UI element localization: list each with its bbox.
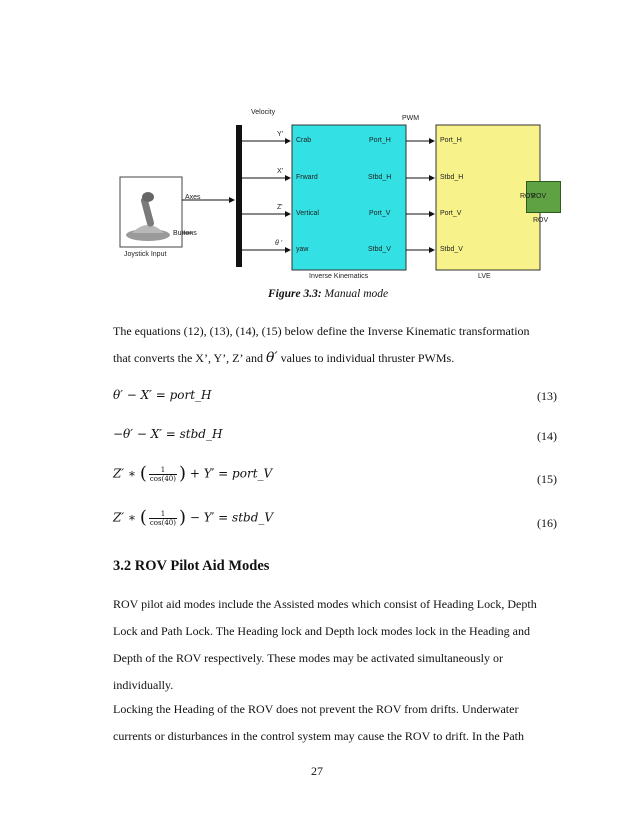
- ik-label: Inverse Kinematics: [309, 273, 369, 280]
- joystick-buttons-label: Buttons: [173, 230, 197, 237]
- paragraph-1-line: individually.: [113, 678, 174, 692]
- signal-x-label: X': [277, 168, 284, 175]
- equation-16-post: − Y′ = stbd_V: [186, 510, 274, 525]
- rov-inner-label: ROV: [531, 193, 547, 200]
- ik-input-yaw: yaw: [296, 246, 309, 253]
- joystick-axes-label: Axes: [185, 194, 201, 201]
- ik-output-port-v: Port_V: [369, 210, 391, 217]
- equation-16-fraction: [149, 510, 177, 527]
- simulink-diagram: [110, 105, 560, 290]
- paragraph-1-line: Depth of the ROV respectively. These modes may be activated simultaneously or: [113, 651, 504, 665]
- equation-16-numerator: 1: [149, 510, 177, 519]
- ik-output-port-h: Port_H: [369, 137, 391, 144]
- equation-14: −θ′ − X′ = stbd_H: [113, 427, 223, 441]
- equation-15-denominator: cos(40): [149, 474, 176, 483]
- equation-15-fraction: [149, 466, 177, 483]
- paragraph-2-line: currents or disturbances in the control system may cause the ROV to drift. In the Path: [113, 729, 525, 743]
- equation-16-number: (16): [537, 516, 557, 530]
- intro-line-2b: values to individual thruster PWMs.: [277, 351, 455, 365]
- intro-line-2a: that converts the X’, Y’, Z’ and: [113, 351, 266, 365]
- theta-symbol: θ′: [265, 350, 278, 366]
- equation-14-number: (14): [537, 429, 557, 443]
- joystick-label: Joystick Input: [124, 251, 167, 258]
- ik-input-forward: Frward: [296, 174, 318, 181]
- paragraph-2: [113, 696, 524, 750]
- signal-z-label: Z': [277, 204, 283, 211]
- equation-15-post: + Y′ = port_V: [186, 466, 273, 481]
- ik-output-stbd-v: Stbd_V: [368, 246, 391, 253]
- lve-input-port-h: Port_H: [440, 137, 462, 144]
- paragraph-1-line: Lock and Path Lock. The Heading lock and Depth lock modes lock in the Heading and: [113, 624, 530, 638]
- pwm-label: PWM: [402, 115, 420, 122]
- lve-input-port-v: Port_V: [440, 210, 462, 217]
- paragraph-1: [113, 591, 537, 699]
- velocity-label: Velocity: [251, 109, 276, 116]
- lve-input-stbd-v: Stbd_V: [440, 246, 463, 253]
- ik-output-stbd-h: Stbd_H: [368, 174, 392, 181]
- equation-16: Z′ ∗ ( $\frac{1}{\cos(40)}$ ) − Y′ = stbd_V: [113, 507, 274, 528]
- lve-output-rov: ROV: [520, 193, 536, 200]
- diagram-svg: [110, 105, 560, 290]
- page-number: 27: [311, 764, 323, 778]
- intro-line-1: The equations (12), (13), (14), (15) below define the Inverse Kinematic transformation: [113, 324, 530, 338]
- ik-input-crab: Crab: [296, 137, 312, 144]
- lve-input-stbd-h: Stbd_H: [440, 174, 464, 181]
- equation-13-number: (13): [537, 389, 557, 403]
- intro-line-2: [113, 345, 454, 372]
- paragraph-2-line: Locking the Heading of the ROV does not prevent the ROV from drifts. Underwater: [113, 702, 519, 716]
- equation-15-number: (15): [537, 472, 557, 486]
- equation-15: Z′ ∗ ( $\frac{1}{\cos(40)}$ ) + Y′ = port_V: [113, 463, 273, 484]
- section-heading: 3.2 ROV Pilot Aid Modes: [113, 558, 270, 574]
- equation-16-pre: Z′ ∗: [113, 510, 140, 525]
- signal-y-label: Y': [277, 131, 284, 138]
- signal-theta-label: θ ': [275, 240, 283, 247]
- figure-caption-text: Manual mode: [321, 288, 389, 300]
- lve-label: LVE: [478, 273, 491, 280]
- mux-bar: [236, 125, 242, 267]
- ik-input-vertical: Vertical: [296, 210, 319, 217]
- figure-caption-prefix: Figure 3.3:: [268, 288, 322, 300]
- rov-label: ROV: [533, 217, 549, 224]
- paragraph-1-line: ROV pilot aid modes include the Assisted modes which consist of Heading Lock, Depth: [113, 597, 537, 611]
- equation-16-denominator: cos(40): [149, 518, 176, 527]
- equation-13: θ′ − X′ = port_H: [113, 388, 212, 402]
- equation-15-pre: Z′ ∗: [113, 466, 140, 481]
- figure-caption: [268, 288, 388, 300]
- equation-15-numerator: 1: [149, 466, 177, 475]
